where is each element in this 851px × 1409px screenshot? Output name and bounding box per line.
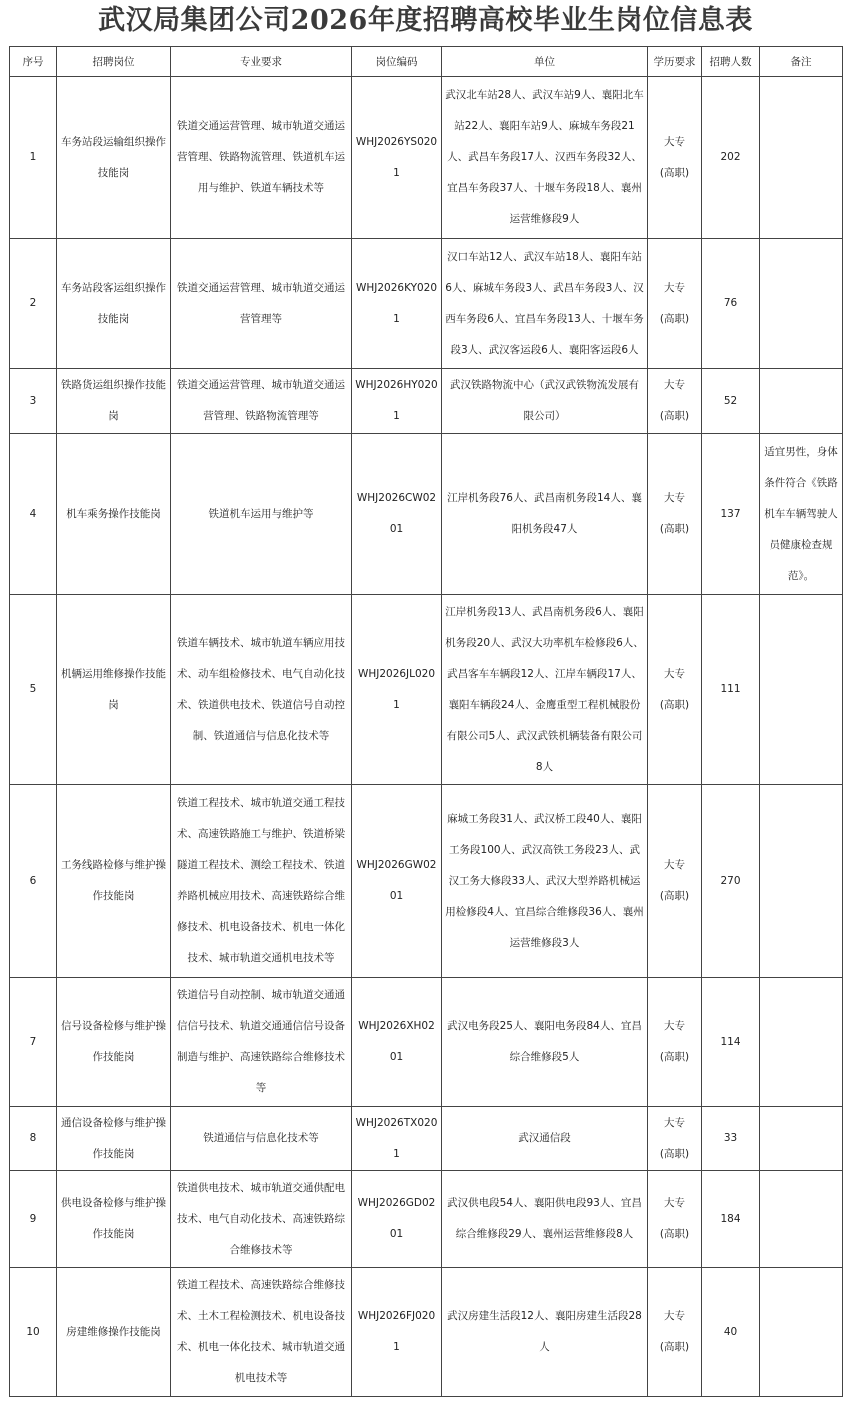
cell-major: 铁道交通运营管理、城市轨道交通运营管理、铁路物流管理、铁道机车运用与维护、铁道车辆技术等 (171, 77, 352, 239)
cell-major: 铁道车辆技术、城市轨道车辆应用技术、动车组检修技术、电气自动化技术、铁道供电技术、铁道信号自动控制、铁道通信与信息化技术等 (171, 595, 352, 785)
table-row (10, 434, 843, 595)
cell-count: 184 (702, 1171, 760, 1268)
cell-remark (760, 1171, 843, 1268)
cell-count: 33 (702, 1107, 760, 1171)
education-type: (高职) (659, 523, 690, 535)
cell-code: WHJ2026CW0201 (352, 434, 442, 595)
education-level: 大专 (664, 667, 685, 680)
cell-no: 4 (10, 434, 57, 595)
cell-code: WHJ2026TX0201 (352, 1107, 442, 1171)
cell-code: WHJ2026JL0201 (352, 595, 442, 785)
header-remark: 备注 (760, 47, 843, 77)
cell-no: 8 (10, 1107, 57, 1171)
education-level: 大专 (664, 281, 685, 294)
cell-major: 铁道信号自动控制、城市轨道交通通信信号技术、轨道交通通信信号设备制造与维护、高速铁路综合维修技术等 (171, 978, 352, 1107)
cell-code: WHJ2026KY0201 (352, 239, 442, 369)
education-type: (高职) (659, 312, 690, 325)
header-major: 专业要求 (171, 47, 352, 77)
header-code: 岗位编码 (352, 47, 442, 77)
cell-remark (760, 978, 843, 1107)
education-level: 大专 (664, 1116, 685, 1129)
cell-remark (760, 785, 843, 978)
cell-no: 9 (10, 1171, 57, 1268)
cell-education (648, 595, 702, 785)
table-row (10, 369, 843, 434)
cell-count: 52 (702, 369, 760, 434)
table-row (10, 785, 843, 978)
cell-education (648, 77, 702, 239)
education-type: (高职) (659, 410, 690, 422)
education-level: 大专 (664, 1020, 685, 1032)
cell-unit: 武汉电务段25人、襄阳电务段84人、宜昌综合维修段5人 (442, 978, 648, 1107)
education-type: (高职) (659, 1228, 690, 1240)
cell-unit: 江岸机务段76人、武昌南机务段14人、襄阳机务段47人 (442, 434, 648, 595)
table-row (10, 978, 843, 1107)
cell-code: WHJ2026HY0201 (352, 369, 442, 434)
cell-major: 铁道供电技术、城市轨道交通供配电技术、电气自动化技术、高速铁路综合维修技术等 (171, 1171, 352, 1268)
cell-remark (760, 1268, 843, 1397)
cell-education (648, 1107, 702, 1171)
cell-code: WHJ2026GD0201 (352, 1171, 442, 1268)
cell-position: 车务站段运输组织操作技能岗 (57, 77, 171, 239)
education-level: 大专 (664, 1310, 685, 1322)
cell-count: 137 (702, 434, 760, 595)
cell-count: 40 (702, 1268, 760, 1397)
cell-remark (760, 77, 843, 239)
table-row (10, 1107, 843, 1171)
cell-unit: 武汉铁路物流中心（武汉武铁物流发展有限公司） (442, 369, 648, 434)
cell-code: WHJ2026FJ0201 (352, 1268, 442, 1397)
cell-remark (760, 595, 843, 785)
cell-education (648, 239, 702, 369)
cell-major: 铁道交通运营管理、城市轨道交通运营管理、铁路物流管理等 (171, 369, 352, 434)
header-no: 序号 (10, 47, 57, 77)
cell-code: WHJ2026XH0201 (352, 978, 442, 1107)
cell-remark (760, 1107, 843, 1171)
header-unit: 单位 (442, 47, 648, 77)
cell-position: 机车乘务操作技能岗 (57, 434, 171, 595)
header-education: 学历要求 (648, 47, 702, 77)
cell-remark (760, 369, 843, 434)
cell-count: 114 (702, 978, 760, 1107)
cell-count: 76 (702, 239, 760, 369)
cell-unit: 武汉北车站28人、武汉车站9人、襄阳北车站22人、襄阳车站9人、麻城车务段21人、武昌车务段17人、汉西车务段32人、宜昌车务段37人、十堰车务段18人、襄州运营维修段9人 (442, 77, 648, 239)
cell-position: 工务线路检修与维护操作技能岗 (57, 785, 171, 978)
cell-major: 铁道工程技术、高速铁路综合维修技术、土木工程检测技术、机电设备技术、机电一体化技术、城市轨道交通机电技术等 (171, 1268, 352, 1397)
cell-position: 供电设备检修与维护操作技能岗 (57, 1171, 171, 1268)
cell-remark (760, 239, 843, 369)
cell-no: 7 (10, 978, 57, 1107)
cell-education (648, 1171, 702, 1268)
cell-no: 2 (10, 239, 57, 369)
cell-no: 10 (10, 1268, 57, 1397)
cell-major: 铁道交通运营管理、城市轨道交通运营管理等 (171, 239, 352, 369)
recruitment-table (9, 46, 843, 1397)
cell-education (648, 369, 702, 434)
education-level: 大专 (664, 379, 685, 391)
table-header-row (10, 47, 843, 77)
cell-no: 5 (10, 595, 57, 785)
cell-remark: 适宜男性，身体条件符合《铁路机车车辆驾驶人员健康检查规范》。 (760, 434, 843, 595)
cell-position: 车务站段客运组织操作技能岗 (57, 239, 171, 369)
cell-count: 270 (702, 785, 760, 978)
cell-count: 111 (702, 595, 760, 785)
page-title: 武汉局集团公司2026年度招聘高校毕业生岗位信息表 (98, 5, 753, 36)
cell-no: 6 (10, 785, 57, 978)
cell-education (648, 1268, 702, 1397)
cell-position: 信号设备检修与维护操作技能岗 (57, 978, 171, 1107)
education-level: 大专 (664, 135, 685, 148)
header-position: 招聘岗位 (57, 47, 171, 77)
education-level: 大专 (664, 1197, 685, 1209)
education-level: 大专 (664, 492, 685, 504)
cell-no: 1 (10, 77, 57, 239)
cell-education (648, 785, 702, 978)
cell-unit: 江岸机务段13人、武昌南机务段6人、襄阳机务段20人、武汉大功率机车检修段6人、武昌客车车辆段12人、江岸车辆段17人、襄阳车辆段24人、金鹰重型工程机械股份有限公司5人、武汉武铁机辆装备有限公司8人 (442, 595, 648, 785)
cell-education (648, 434, 702, 595)
cell-unit: 武汉供电段54人、襄阳供电段93人、宜昌综合维修段29人、襄州运营维修段8人 (442, 1171, 648, 1268)
education-type: (高职) (659, 890, 690, 902)
header-count: 招聘人数 (702, 47, 760, 77)
table-row (10, 1268, 843, 1397)
cell-unit: 麻城工务段31人、武汉桥工段40人、襄阳工务段100人、武汉高铁工务段23人、武汉工务大修段33人、武汉大型养路机械运用检修段4人、宜昌综合维修段36人、襄州运营维修段3人 (442, 785, 648, 978)
cell-major: 铁道工程技术、城市轨道交通工程技术、高速铁路施工与维护、铁道桥梁隧道工程技术、测绘工程技术、铁道养路机械应用技术、高速铁路综合维修技术、机电设备技术、机电一体化技术、城市轨道交通机电技术等 (171, 785, 352, 978)
cell-major: 铁道通信与信息化技术等 (171, 1107, 352, 1171)
education-type: (高职) (659, 1147, 690, 1160)
education-type: (高职) (659, 166, 690, 179)
education-type: (高职) (659, 698, 690, 711)
table-row (10, 77, 843, 239)
cell-no: 3 (10, 369, 57, 434)
cell-major: 铁道机车运用与维护等 (171, 434, 352, 595)
cell-unit: 武汉通信段 (442, 1107, 648, 1171)
table-row (10, 595, 843, 785)
education-level: 大专 (664, 859, 685, 871)
table-row (10, 1171, 843, 1268)
cell-code: WHJ2026YS0201 (352, 77, 442, 239)
cell-education (648, 978, 702, 1107)
cell-count: 202 (702, 77, 760, 239)
cell-code: WHJ2026GW0201 (352, 785, 442, 978)
table-row (10, 239, 843, 369)
education-type: (高职) (659, 1051, 690, 1063)
cell-position: 通信设备检修与维护操作技能岗 (57, 1107, 171, 1171)
education-type: (高职) (659, 1341, 690, 1353)
cell-unit: 汉口车站12人、武汉车站18人、襄阳车站6人、麻城车务段3人、武昌车务段3人、汉西车务段6人、宜昌车务段13人、十堰车务段3人、武汉客运段6人、襄阳客运段6人 (442, 239, 648, 369)
cell-position: 机辆运用维修操作技能岗 (57, 595, 171, 785)
cell-position: 房建维修操作技能岗 (57, 1268, 171, 1397)
cell-position: 铁路货运组织操作技能岗 (57, 369, 171, 434)
cell-unit: 武汉房建生活段12人、襄阳房建生活段28人 (442, 1268, 648, 1397)
